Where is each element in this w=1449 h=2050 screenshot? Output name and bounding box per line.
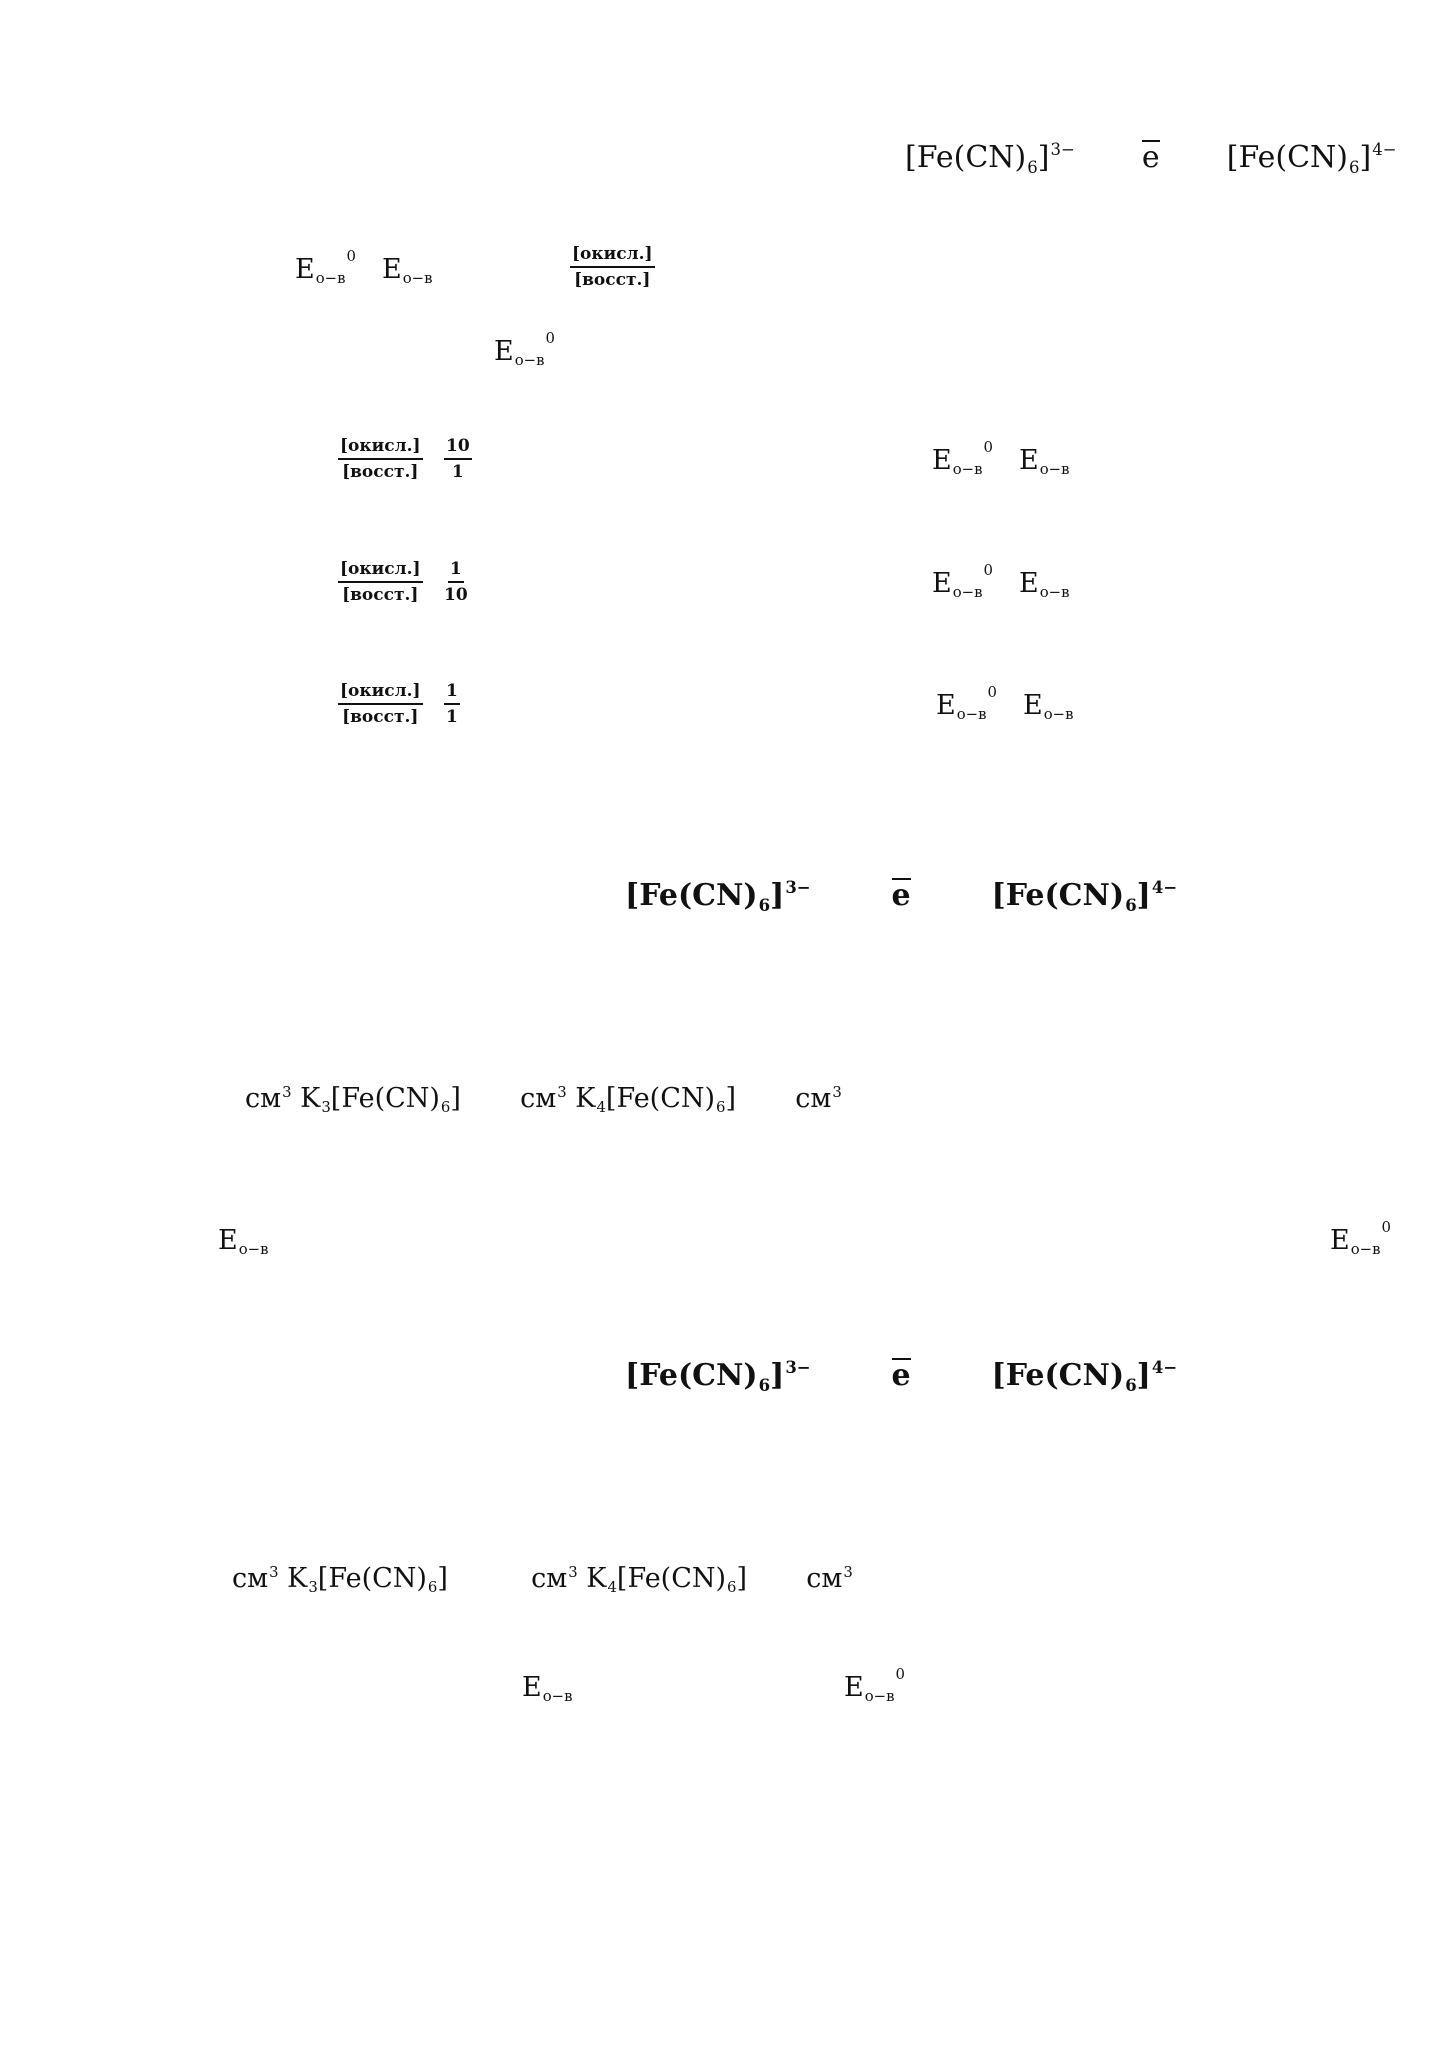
electron-symbol: e — [891, 878, 911, 913]
oxidized-ion: $[Fe(CN)6]^{3-}$ — [905, 140, 1075, 177]
reagents-line-1: $см^3$ K3[Fe(CN)6] $см^3$ K4[Fe(CN)6] $см^3$ — [245, 1082, 842, 1117]
ratio-value-case-2: $\frac{1}{10}$ — [444, 559, 468, 605]
reduced-ion: $[Fe(CN)6]^{4-}$ — [991, 878, 1178, 915]
equation-3 — [625, 1358, 1178, 1395]
electrode-potential-4: Eо−в — [522, 1672, 573, 1706]
standard-potential-case-3: E 0 о−в — [936, 683, 997, 724]
ratio-value-case-3: $\frac{1}{1}$ — [446, 681, 458, 727]
electron-symbol: e — [891, 1358, 911, 1393]
standard-potential-4: E 0 о−в — [844, 1665, 905, 1706]
standard-potential-2: E 0 о−в — [494, 329, 555, 370]
electrode-potential-case-3: Eо−в — [1023, 690, 1074, 724]
oxidized-ion: $[Fe(CN)6]^{3-}$ — [625, 878, 811, 915]
ratio-fraction-case-1: [окисл.] [восст.] — [340, 436, 421, 482]
ratio-fraction-case-3: [окисл.] [восст.] — [340, 681, 421, 727]
equation-1 — [905, 140, 1397, 177]
standard-potential: E 0 о−в — [295, 247, 356, 288]
ratio-fraction: [окисл.] [восст.] — [572, 244, 653, 290]
standard-potential-3: E 0 о−в — [1330, 1218, 1391, 1259]
reagents-line-2: $см^3$ K3[Fe(CN)6] $см^3$ K4[Fe(CN)6] $см^3$ — [232, 1562, 853, 1597]
electrode-potential: Eо−в — [382, 254, 433, 288]
reduced-ion: $[Fe(CN)6]^{4-}$ — [991, 1358, 1178, 1395]
ratio-fraction-case-2: [окисл.] [восст.] — [340, 559, 421, 605]
reduced-ion: $[Fe(CN)6]^{4-}$ — [1226, 140, 1397, 177]
standard-potential-case-1: E 0 о−в — [932, 438, 993, 479]
equation-2 — [625, 878, 1178, 915]
oxidized-ion: $[Fe(CN)6]^{3-}$ — [625, 1358, 811, 1395]
electrode-potential-case-1: Eо−в — [1019, 445, 1070, 479]
electrode-potential-3: Eо−в — [218, 1225, 269, 1259]
ratio-value-case-1: $\frac{10}{1}$ — [446, 436, 470, 482]
electron-symbol: e — [1141, 140, 1160, 175]
electrode-potential-case-2: Eо−в — [1019, 568, 1070, 602]
standard-potential-case-2: E 0 о−в — [932, 561, 993, 602]
